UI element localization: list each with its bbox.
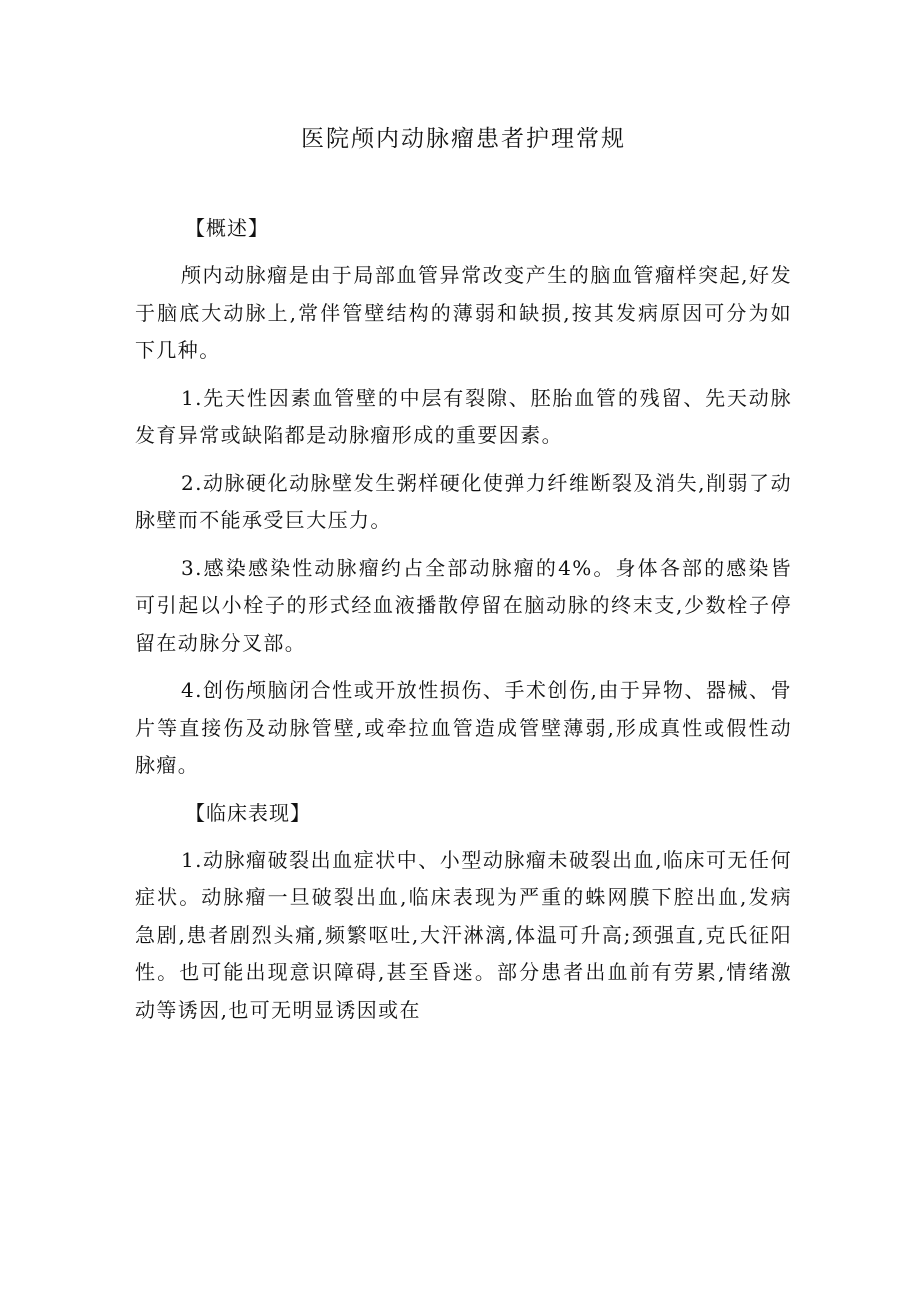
section-clinical — [135, 795, 792, 1030]
paragraph-cause-infection: 3.感染感染性动脉瘤约占全部动脉瘤的4%。身体各部的感染皆可引起以小栓子的形式经血液播散停留在脑动脉的终末支,少数栓子停留在动脉分叉部。 — [135, 555, 792, 655]
paragraph-cause-atherosclerosis: 2.动脉硬化动脉壁发生粥样硬化使弹力纤维断裂及消失,削弱了动脉壁而不能承受巨大压力。 — [135, 470, 792, 532]
section-heading: 【概述】 — [185, 216, 269, 240]
paragraph-cause-congenital: 1.先天性因素血管壁的中层有裂隙、胚胎血管的残留、先天动脉发育异常或缺陷都是动脉瘤形成的重要因素。 — [135, 385, 792, 447]
section-overview — [135, 210, 792, 785]
paragraph-intro: 颅内动脉瘤是由于局部血管异常改变产生的脑血管瘤样突起,好发于脑底大动脉上,常伴管壁结构的薄弱和缺损,按其发病原因可分为如下几种。 — [135, 263, 792, 362]
document-body — [135, 210, 792, 1029]
section-heading: 【临床表现】 — [185, 800, 311, 825]
document-title: 医院颅内动脉瘤患者护理常规 — [301, 126, 626, 152]
paragraph-cause-trauma: 4.创伤颅脑闭合性或开放性损伤、手术创伤,由于异物、器械、骨片等直接伤及动脉管壁,或牵拉血管造成管壁薄弱,形成真性或假性动脉瘤。 — [135, 678, 792, 777]
paragraph-rupture-symptoms: 1.动脉瘤破裂出血症状中、小型动脉瘤未破裂出血,临床可无任何症状。动脉瘤一旦破裂出血,临床表现为严重的蛛网膜下腔出血,发病急剧,患者剧烈头痛,频繁呕吐,大汗淋漓,体温可升高;颈强直,克氏征阳性。也可能出现意识障碍,甚至昏迷。部分患者出血前有劳累,情绪激动等诱因,也可无明显诱因或在 — [135, 847, 792, 1022]
